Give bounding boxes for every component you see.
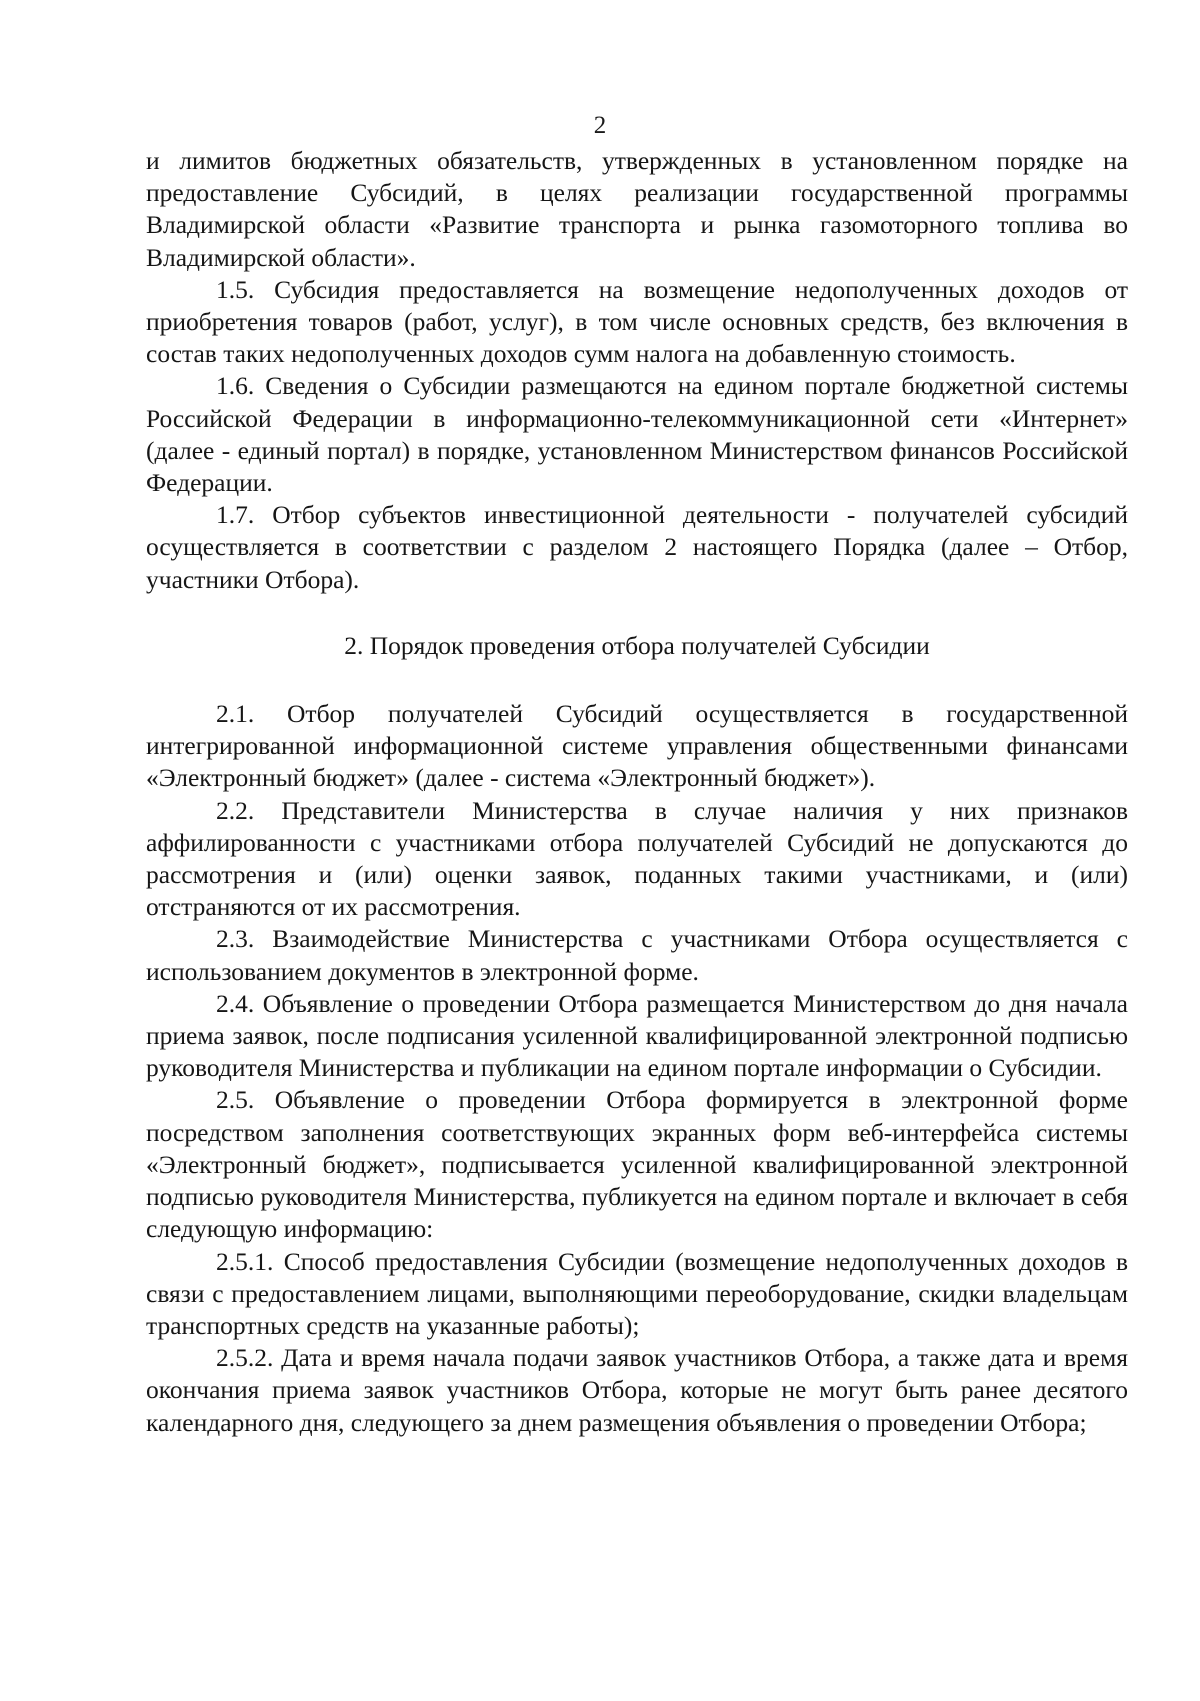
paragraph-1-6: 1.6. Сведения о Субсидии размещаются на едином портале бюджетной системы Российской Федерации в информационно-телекоммуникационной сети «Интернет» (далее - единый портал) в порядке, установленном Министерством финансов Российской Федерации.: [146, 371, 1128, 498]
paragraph-2-2: 2.2. Представители Министерства в случае наличия у них признаков аффилированности с участниками отбора получателей Субсидий не допускаются до рассмотрения и (или) оценки заявок, поданных такими участниками, и (или) отстраняются от их рассмотрения.: [146, 795, 1128, 922]
paragraph-1-7: 1.7. Отбор субъектов инвестиционной деятельности - получателей субсидий осуществляется в соответствии с разделом 2 настоящего Порядка (далее – Отбор, участники Отбора).: [146, 500, 1128, 594]
paragraph-2-5-1: 2.5.1. Способ предоставления Субсидии (возмещение недополученных доходов в связи с предоставлением лицами, выполняющими переоборудование, скидки владельцам транспортных средств на указанные работы);: [146, 1246, 1128, 1340]
paragraph-2-5-2: 2.5.2. Дата и время начала подачи заявок участников Отбора, а также дата и время окончания приема заявок участников Отбора, которые не могут быть ранее десятого календарного дня, следующего за днем размещения объявления о проведении Отбора;: [146, 1343, 1128, 1437]
document-body: [146, 145, 1128, 1439]
section-heading: 2. Порядок проведения отбора получателей Субсидии: [344, 630, 930, 660]
paragraph-1-4-end: и лимитов бюджетных обязательств, утвержденных в установленном порядке на предоставление Субсидий, в целях реализации государственной программы Владимирской области «Развитие транспорта и рынка газомоторного топлива во Владимирской области».: [146, 146, 1128, 272]
paragraph-2-1: 2.1. Отбор получателей Субсидий осуществляется в государственной интегрированной информационной системе управления общественными финансами «Электронный бюджет» (далее - система «Электронный бюджет»).: [146, 699, 1128, 793]
paragraph-1-5: 1.5. Субсидия предоставляется на возмещение недополученных доходов от приобретения товаров (работ, услуг), в том числе основных средств, без включения в состав таких недополученных доходов сумм налога на добавленную стоимость.: [146, 274, 1128, 369]
paragraph-2-4: 2.4. Объявление о проведении Отбора размещается Министерством до дня начала приема заявок, после подписания усиленной квалифицированной электронной подписью руководителя Министерства и публикации на едином портале информации о Субсидии.: [146, 988, 1128, 1083]
page-number: 2: [593, 112, 607, 139]
paragraph-2-5: 2.5. Объявление о проведении Отбора формируется в электронной форме посредством заполнения соответствующих экранных форм веб-интерфейса системы «Электронный бюджет», подписывается усиленной квалифицированной электронной подписью руководителя Министерства, публикуется на едином портале и включает в себя следующую информацию:: [146, 1085, 1128, 1244]
paragraph-2-3: 2.3. Взаимодействие Министерства с участниками Отбора осуществляется с использованием документов в электронной форме.: [146, 924, 1128, 986]
